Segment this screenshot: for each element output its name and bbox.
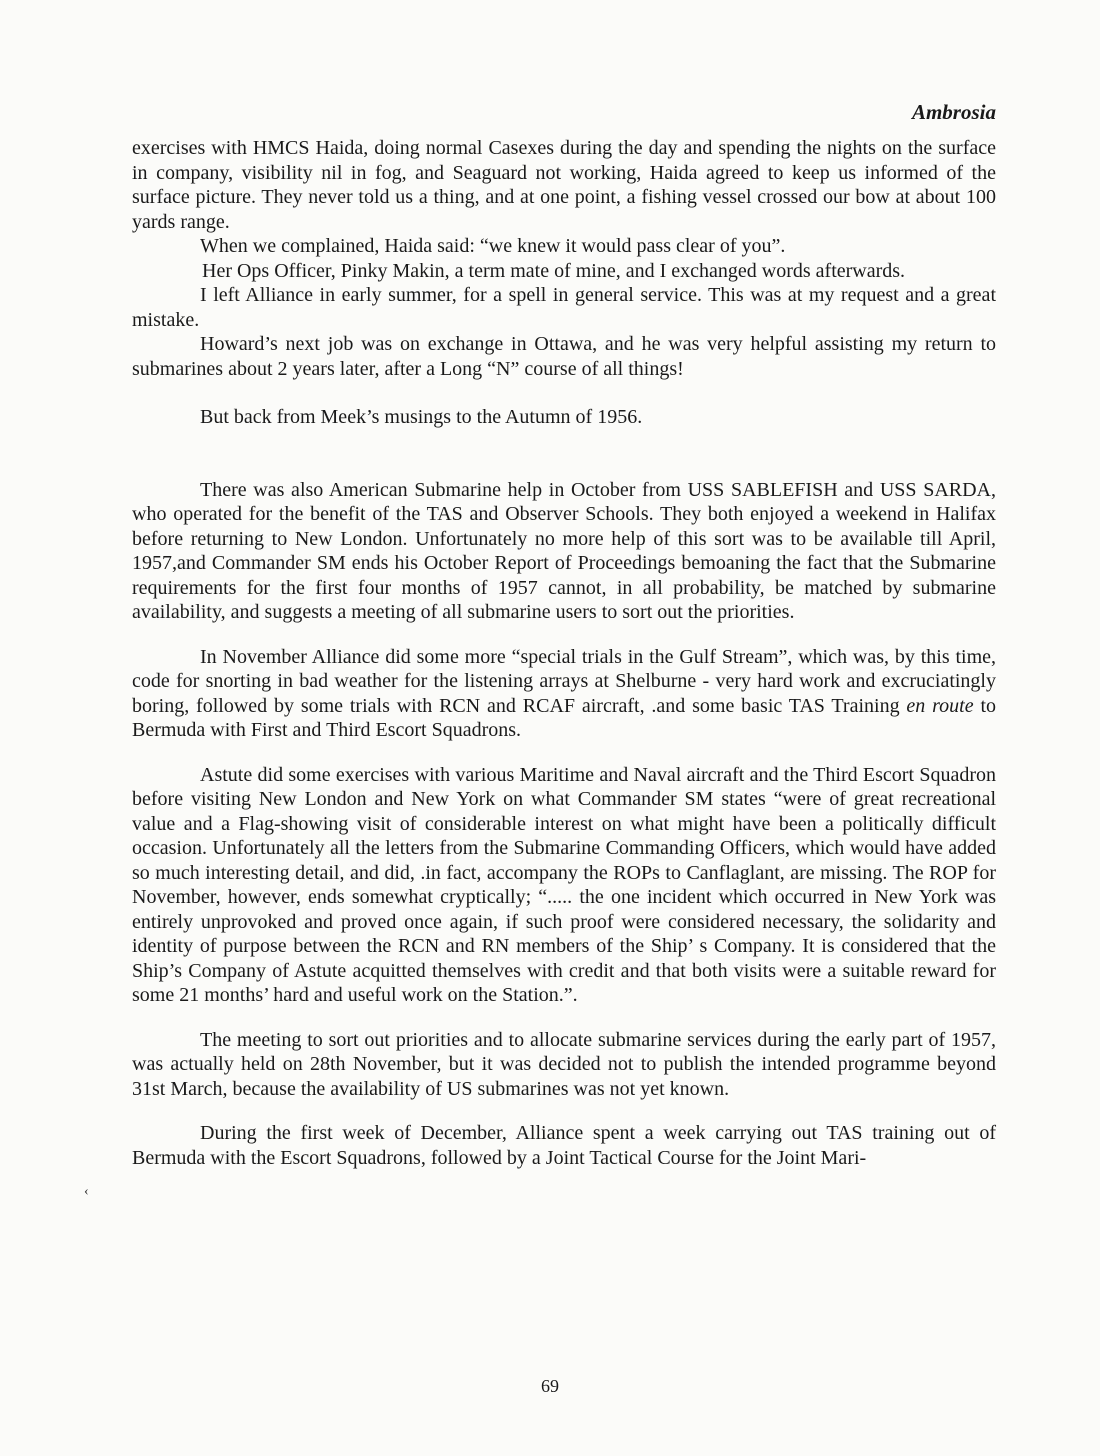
paragraph: Howard’s next job was on exchange in Ottawa, and he was very helpful assisting my return to submarines about 2 years later, after a Long “N” course of all things! [132,333,996,380]
page-number: 69 [541,1376,559,1396]
paragraph: exercises with HMCS Haida, doing normal Casexes during the day and spending the nights on the surface in company, visibility nil in fog, and Seaguard not working, Haida agreed to keep us informed of the surface picture. They never told us a thing, and at one point, a fishing vessel crossed our bow at about 100 yards range. [132,137,996,233]
paragraph: But back from Meek’s musings to the Autumn of 1956. [200,406,643,428]
paragraph-text: to Bermuda with First and Third Escort Squadrons. [132,694,997,741]
margin-mark: ‹ [84,1184,89,1199]
paragraph: There was also American Submarine help in October from USS SABLEFISH and USS SARDA, who operated for the benefit of the TAS and Observer Schools. They both enjoyed a weekend in Halifax before returning to New London. Unfortunately no more help of this sort was to be available till April, 1957,and Commander SM ends his October Report of Proceedings bemoaning the fact that the Submarine requirements for the first four months of 1957 cannot, in all probability, be matched by submarine availability, and suggests a meeting of all submarine users to sort out the priorities. [132,478,996,623]
paragraph: Her Ops Officer, Pinky Makin, a term mate of mine, and I exchanged words afterwards. [202,259,906,282]
paragraph: When we complained, Haida said: “we knew it would pass clear of you”. [200,235,786,257]
italic-phrase: en route [906,694,974,717]
paragraph: I left Alliance in early summer, for a spell in general service. This was at my request and a great mistake. [132,284,996,331]
running-title: Ambrosia [911,100,996,124]
paragraph [132,645,996,743]
paragraph: During the first week of December, Alliance spent a week carrying out TAS training out of Bermuda with the Escort Squadrons, followed by a Joint Tactical Course for the Joint Mari- [132,1122,996,1169]
paragraph-text: In November Alliance did some more “special trials in the Gulf Stream”, which was, by this time, code for snorting in bad weather for the listening arrays at Shelburne - very hard work and excruciatingly boring, followed by some trials with RCN and RCAF aircraft, .and some basic TAS Training [132,645,996,717]
page-body [132,98,996,1170]
paragraph: Astute did some exercises with various Maritime and Naval aircraft and the Third Escort Squadron before visiting New London and New York on what Commander SM states “were of great recreational value and a Flag-showing visit of considerable interest on what might have been a politically difficult occasion. Unfortunately all the letters from the Submarine Commanding Officers, which would have added so much interesting detail, and did, .in fact, accompany the ROPs to Canflaglant, are missing. The ROP for November, however, ends somewhat cryptically; “..... the one incident which occurred in New York was entirely unprovoked and proved once again, if such proof were considered necessary, the solidarity and identity of purpose between the RCN and RN members of the Ship’ s Company. It is considered that the Ship’s Company of Astute acquitted themselves with credit and that both visits were a suitable reward for some 21 months’ hard and useful work on the Station.”. [132,763,996,1006]
paragraph: The meeting to sort out priorities and to allocate submarine services during the early part of 1957, was actually held on 28th November, but it was decided not to publish the intended programme beyond 31st March, because the availability of US submarines was not yet known. [132,1028,996,1100]
